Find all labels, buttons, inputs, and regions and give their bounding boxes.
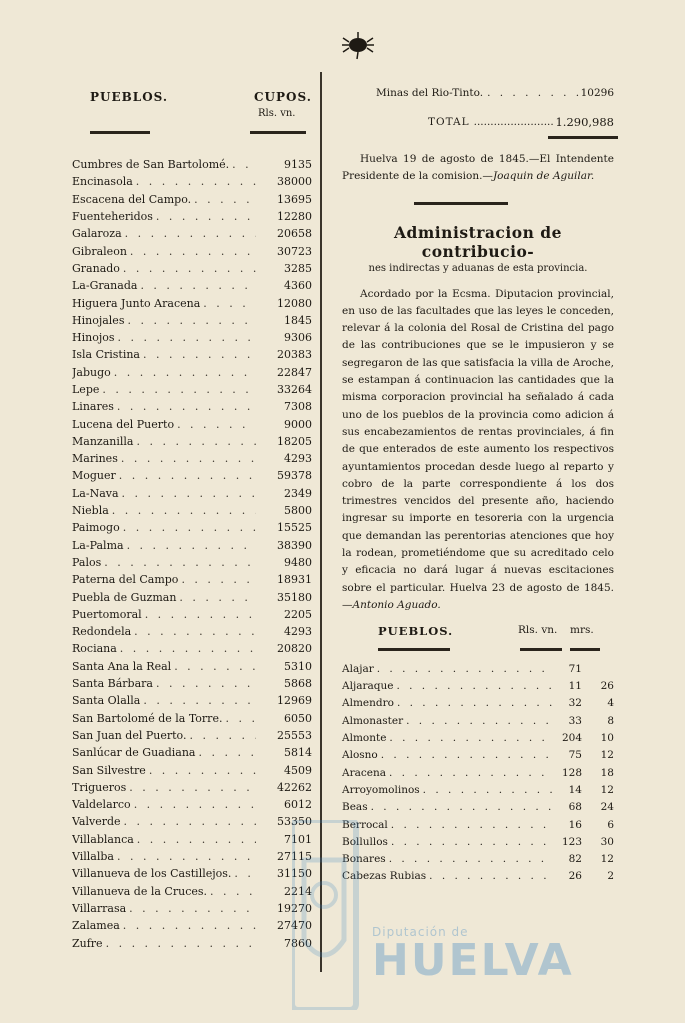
cupo-value: 15525 bbox=[277, 521, 312, 535]
list-item bbox=[72, 502, 312, 519]
pueblo-name: Villanueva de los Castillejos. bbox=[72, 867, 232, 881]
list-item bbox=[72, 398, 312, 415]
pueblo-name: Escacena del Campo. bbox=[72, 192, 192, 206]
cupo-value: 4360 bbox=[284, 279, 312, 293]
pueblo-name: Jabugo bbox=[72, 365, 111, 379]
cupo-value: 20383 bbox=[277, 348, 312, 362]
list-item bbox=[72, 485, 312, 502]
rs-value: 33 bbox=[568, 714, 582, 727]
list-item bbox=[72, 727, 312, 744]
pueblo-name: Almendro bbox=[342, 697, 394, 710]
table-row bbox=[342, 678, 614, 695]
list-item bbox=[72, 294, 312, 311]
cupo-value: 31150 bbox=[277, 867, 312, 881]
cupo-value: 53350 bbox=[277, 815, 312, 829]
pueblo-name: Alosno bbox=[342, 749, 378, 762]
rs-value: 68 bbox=[568, 801, 582, 814]
mrs-value: 4 bbox=[607, 697, 614, 710]
pueblo-name: Lepe bbox=[72, 383, 100, 396]
adicion-table-header bbox=[342, 624, 614, 660]
signoff-text: Huelva 19 de agosto de 1845.—El Intendente Presidente de la comision.— bbox=[342, 153, 614, 183]
list-item bbox=[72, 554, 312, 571]
pueblo-name: Niebla bbox=[72, 504, 109, 518]
cupo-value: 5814 bbox=[284, 746, 312, 760]
admin-signature: Antonio Aguado. bbox=[352, 598, 441, 611]
admin-body bbox=[342, 286, 614, 615]
list-item bbox=[72, 588, 312, 605]
list-item bbox=[72, 329, 312, 346]
list-item bbox=[72, 744, 312, 761]
mrs-value: 30 bbox=[600, 835, 614, 848]
rs-value: 26 bbox=[568, 870, 582, 883]
table-row bbox=[342, 660, 614, 677]
list-item bbox=[72, 779, 312, 796]
pueblo-name: Lucena del Puerto bbox=[72, 417, 175, 431]
pueblo-name: Redondela bbox=[72, 625, 132, 639]
cupo-value: 33264 bbox=[277, 383, 312, 396]
mrs-value: 24 bbox=[600, 801, 614, 814]
cupo-value: 3285 bbox=[284, 261, 312, 275]
pueblo-name: Cabezas Rubias bbox=[342, 870, 427, 883]
cupos-unit: Rls. vn. bbox=[258, 108, 296, 119]
pueblo-name: Palos bbox=[72, 555, 102, 569]
table-row bbox=[342, 747, 614, 764]
cupo-value: 4293 bbox=[284, 625, 312, 639]
list-item bbox=[72, 675, 312, 692]
mrs-value: 12 bbox=[600, 783, 614, 796]
list-item bbox=[72, 277, 312, 294]
pueblo-name: Berrocal bbox=[342, 818, 388, 831]
pueblo-name: Zalamea bbox=[72, 919, 120, 933]
rs-value: 204 bbox=[561, 732, 582, 745]
mrs-value: 2 bbox=[607, 870, 614, 883]
cupo-value: 9306 bbox=[284, 331, 312, 345]
admin-body-text: Acordado por la Ecsma. Diputacion provincial, en uso de las facultades que las leyes le conceden, relevar á la colonia del Rosal de Cristina del pago de las contribuciones que se le impusieron y se segregaron de las que satisfacia la villa de Aroche, se estampan á continuacion las cantidades que la misma corporacion provincial ha señalado á cada uno de los pueblos de la provincia como adicion á sus encabezamientos de rentas provinciales, á fin de que enterados de este aumento los respectivos ayuntamientos procedan desde luego al reparto y cobro de la parte correspondiente á los dos trimestres vencidos del presente año, haciendo ingresar su importe en tesoreria con la urgencia que demandan las perentorias atenciones que hoy la rodean, prometiéndome que su acreditado celo y eficacia no dará lugar á nuevas escitaciones sobre el particular. Huelva 23 de agosto de 1845.— bbox=[342, 287, 614, 611]
pueblo-name: Alajar bbox=[342, 662, 374, 675]
list-item bbox=[72, 658, 312, 675]
list-item bbox=[72, 433, 312, 450]
cupo-value: 7308 bbox=[284, 400, 312, 414]
header-rule bbox=[520, 648, 562, 651]
pueblo-name: Puebla de Guzman bbox=[72, 590, 177, 604]
list-item bbox=[72, 813, 312, 830]
pueblo-name: Puertomoral bbox=[72, 607, 142, 621]
list-item bbox=[72, 848, 312, 865]
cupo-value: 5800 bbox=[284, 504, 312, 518]
cupo-value: 59378 bbox=[277, 469, 312, 483]
cupo-value: 19270 bbox=[277, 901, 312, 915]
section-rule bbox=[414, 202, 508, 205]
list-item bbox=[72, 467, 312, 484]
cupo-value: 25553 bbox=[277, 728, 312, 742]
list-item bbox=[72, 156, 312, 173]
pueblo-name: La-Nava bbox=[72, 486, 119, 500]
mrs-value: 12 bbox=[600, 853, 614, 866]
cupo-value: 7860 bbox=[284, 936, 312, 950]
pueblo-name: Trigueros bbox=[72, 780, 127, 794]
cupo-value: 20658 bbox=[277, 227, 312, 241]
list-item bbox=[72, 865, 312, 882]
cupo-value: 38390 bbox=[277, 538, 312, 552]
cupo-value: 27470 bbox=[277, 919, 312, 933]
left-column bbox=[72, 86, 312, 950]
pueblo-name: Aracena bbox=[342, 766, 386, 779]
pueblo-name: Almonte bbox=[342, 732, 387, 745]
list-item bbox=[72, 831, 312, 848]
mrs-value: 6 bbox=[607, 818, 614, 831]
pueblo-name: Villanueva de la Cruces. bbox=[72, 884, 208, 898]
cupos-header: CUPOS. bbox=[254, 90, 312, 104]
admin-subheading: nes indirectas y aduanas de esta provincia. bbox=[368, 262, 588, 274]
pueblo-name: Hinojales bbox=[72, 313, 125, 327]
table-row bbox=[342, 781, 614, 798]
pueblo-name: Cumbres de San Bartolomé. bbox=[72, 158, 230, 172]
list-item bbox=[72, 208, 312, 225]
pueblo-name: Rociana bbox=[72, 642, 117, 656]
mrs-header: mrs. bbox=[570, 624, 594, 637]
pueblo-name: Linares bbox=[72, 400, 114, 414]
pueblo-name: San Bartolomé de la Torre. bbox=[72, 711, 223, 725]
list-item bbox=[72, 191, 312, 208]
pueblo-name: Santa Olalla bbox=[72, 694, 141, 708]
total-value: 1.290,988 bbox=[555, 115, 614, 129]
pueblo-name: Bonares bbox=[342, 853, 386, 866]
pueblo-name: La-Palma bbox=[72, 538, 124, 552]
list-item bbox=[72, 623, 312, 640]
list-item bbox=[72, 346, 312, 363]
table-row bbox=[342, 729, 614, 746]
pueblo-name: Zufre bbox=[72, 936, 103, 950]
total-rule bbox=[548, 136, 618, 139]
cupos-list bbox=[72, 156, 312, 952]
cupo-value: 12969 bbox=[277, 694, 312, 708]
total-label: TOTAL bbox=[428, 116, 470, 128]
pueblo-name: Valverde bbox=[72, 815, 121, 829]
pueblo-name: La-Granada bbox=[72, 279, 138, 293]
total-row bbox=[342, 112, 614, 132]
cupo-value: 4509 bbox=[284, 763, 312, 777]
pueblo-name: Marines bbox=[72, 452, 118, 466]
admin-heading: Administracion de contribucio- bbox=[394, 222, 562, 261]
cupo-value: 2205 bbox=[284, 607, 312, 621]
header-rule bbox=[378, 648, 450, 651]
cupo-value: 5868 bbox=[284, 677, 312, 691]
list-item bbox=[72, 710, 312, 727]
cupo-value: 27115 bbox=[277, 850, 312, 864]
pueblo-name: Almonaster bbox=[342, 714, 404, 727]
cupo-value: 22847 bbox=[277, 365, 312, 379]
mrs-value: 8 bbox=[607, 714, 614, 727]
pueblo-name: Paterna del Campo bbox=[72, 573, 179, 587]
rs-value: 82 bbox=[568, 853, 582, 866]
minas-value: 10296 bbox=[580, 87, 614, 99]
signoff-name: Joaquin de Aguilar. bbox=[492, 170, 595, 183]
pueblo-name: Moguer bbox=[72, 469, 116, 483]
cupo-value: 6050 bbox=[284, 711, 312, 725]
watermark-text bbox=[372, 925, 574, 986]
list-item bbox=[72, 692, 312, 709]
list-item bbox=[72, 381, 312, 398]
cupo-value: 12280 bbox=[277, 210, 312, 224]
pueblo-name: Arroyomolinos bbox=[342, 783, 420, 796]
pueblos-header: PUEBLOS. bbox=[90, 90, 169, 104]
cupo-value: 18205 bbox=[277, 434, 312, 448]
watermark-line1: Diputación de bbox=[372, 925, 469, 939]
pueblo-name: Hinojos bbox=[72, 331, 115, 345]
pueblo-name: Paimogo bbox=[72, 521, 120, 535]
cupo-value: 42262 bbox=[277, 780, 312, 794]
pueblos-header: PUEBLOS. bbox=[378, 624, 454, 639]
header-rule bbox=[90, 131, 150, 134]
cupo-value: 2349 bbox=[284, 486, 312, 500]
pueblo-name: Santa Bárbara bbox=[72, 677, 153, 691]
list-item bbox=[72, 173, 312, 190]
rs-value: 32 bbox=[568, 697, 582, 710]
left-table-header bbox=[72, 86, 312, 126]
signoff-paragraph bbox=[342, 151, 614, 186]
pueblo-name: Villalba bbox=[72, 850, 114, 864]
rs-value: 14 bbox=[568, 783, 582, 796]
list-item bbox=[72, 761, 312, 778]
mrs-value: 18 bbox=[600, 766, 614, 779]
pueblo-name: Santa Ana la Real bbox=[72, 659, 172, 673]
cupo-value: 5310 bbox=[284, 659, 312, 673]
watermark-line2: HUELVA bbox=[372, 935, 574, 986]
cupo-value: 9480 bbox=[284, 555, 312, 569]
cupo-value: 2214 bbox=[284, 884, 312, 898]
header-rule bbox=[570, 648, 600, 651]
pueblo-name: San Juan del Puerto. bbox=[72, 728, 187, 742]
list-item bbox=[72, 796, 312, 813]
cupo-value: 4293 bbox=[284, 452, 312, 466]
list-item bbox=[72, 900, 312, 917]
table-row bbox=[342, 695, 614, 712]
cupo-value: 18931 bbox=[277, 573, 312, 587]
pueblo-name: Granado bbox=[72, 261, 120, 275]
cupo-value: 12080 bbox=[277, 296, 312, 310]
rs-value: 123 bbox=[561, 835, 582, 848]
pueblo-name: Isla Cristina bbox=[72, 348, 140, 362]
pueblo-name: San Silvestre bbox=[72, 763, 146, 777]
pueblo-name: Bollullos bbox=[342, 835, 388, 848]
cupo-value: 13695 bbox=[277, 192, 312, 206]
rs-value: 128 bbox=[561, 766, 582, 779]
list-item bbox=[72, 242, 312, 259]
cupo-value: 7101 bbox=[284, 832, 312, 846]
pueblo-name: Manzanilla bbox=[72, 434, 134, 448]
list-item bbox=[72, 364, 312, 381]
cupo-value: 20820 bbox=[277, 642, 312, 656]
mrs-value: 12 bbox=[600, 749, 614, 762]
cupo-value: 6012 bbox=[284, 798, 312, 812]
list-item bbox=[72, 934, 312, 951]
pueblo-name: Villablanca bbox=[72, 832, 134, 846]
list-item bbox=[72, 606, 312, 623]
pueblo-name: Sanlúcar de Guadiana bbox=[72, 746, 196, 760]
rs-header: Rls. vn. bbox=[518, 624, 558, 637]
rs-value: 16 bbox=[568, 818, 582, 831]
list-item bbox=[72, 917, 312, 934]
list-item bbox=[72, 882, 312, 899]
pueblo-name: Fuenteheridos bbox=[72, 210, 153, 224]
pueblo-name: Higuera Junto Aracena bbox=[72, 296, 201, 310]
mrs-value: 26 bbox=[600, 680, 614, 693]
list-item bbox=[72, 260, 312, 277]
list-item bbox=[72, 450, 312, 467]
pueblo-name: Galaroza bbox=[72, 227, 122, 241]
pueblo-name: Valdelarco bbox=[72, 798, 131, 812]
list-item bbox=[72, 537, 312, 554]
pueblo-name: Encinasola bbox=[72, 175, 133, 189]
list-item bbox=[72, 571, 312, 588]
list-item bbox=[72, 225, 312, 242]
cupo-value: 9135 bbox=[284, 158, 312, 172]
rs-value: 71 bbox=[568, 662, 582, 675]
cupo-value: 9000 bbox=[284, 417, 312, 431]
mrs-value: 10 bbox=[600, 732, 614, 745]
rs-value: 75 bbox=[568, 749, 582, 762]
cupo-value: 35180 bbox=[277, 590, 312, 604]
rs-value: 11 bbox=[568, 680, 582, 693]
list-item bbox=[72, 640, 312, 657]
minas-row bbox=[342, 84, 614, 102]
printer-ornament-icon bbox=[340, 30, 376, 60]
cupo-value: 38000 bbox=[277, 175, 312, 189]
cupo-value: 1845 bbox=[284, 313, 312, 327]
right-column bbox=[342, 84, 614, 885]
table-row bbox=[342, 799, 614, 816]
list-item bbox=[72, 415, 312, 432]
list-item bbox=[72, 519, 312, 536]
pueblo-name: Villarrasa bbox=[72, 901, 127, 915]
pueblo-name: Aljaraque bbox=[342, 680, 394, 693]
header-rule bbox=[250, 131, 306, 134]
cupo-value: 30723 bbox=[277, 244, 312, 258]
pueblo-name: Gibraleon bbox=[72, 244, 127, 258]
pueblo-name: Beas bbox=[342, 801, 368, 814]
list-item bbox=[72, 312, 312, 329]
minas-name: Minas del Rio-Tinto. bbox=[376, 87, 484, 99]
table-row bbox=[342, 764, 614, 781]
table-row bbox=[342, 712, 614, 729]
